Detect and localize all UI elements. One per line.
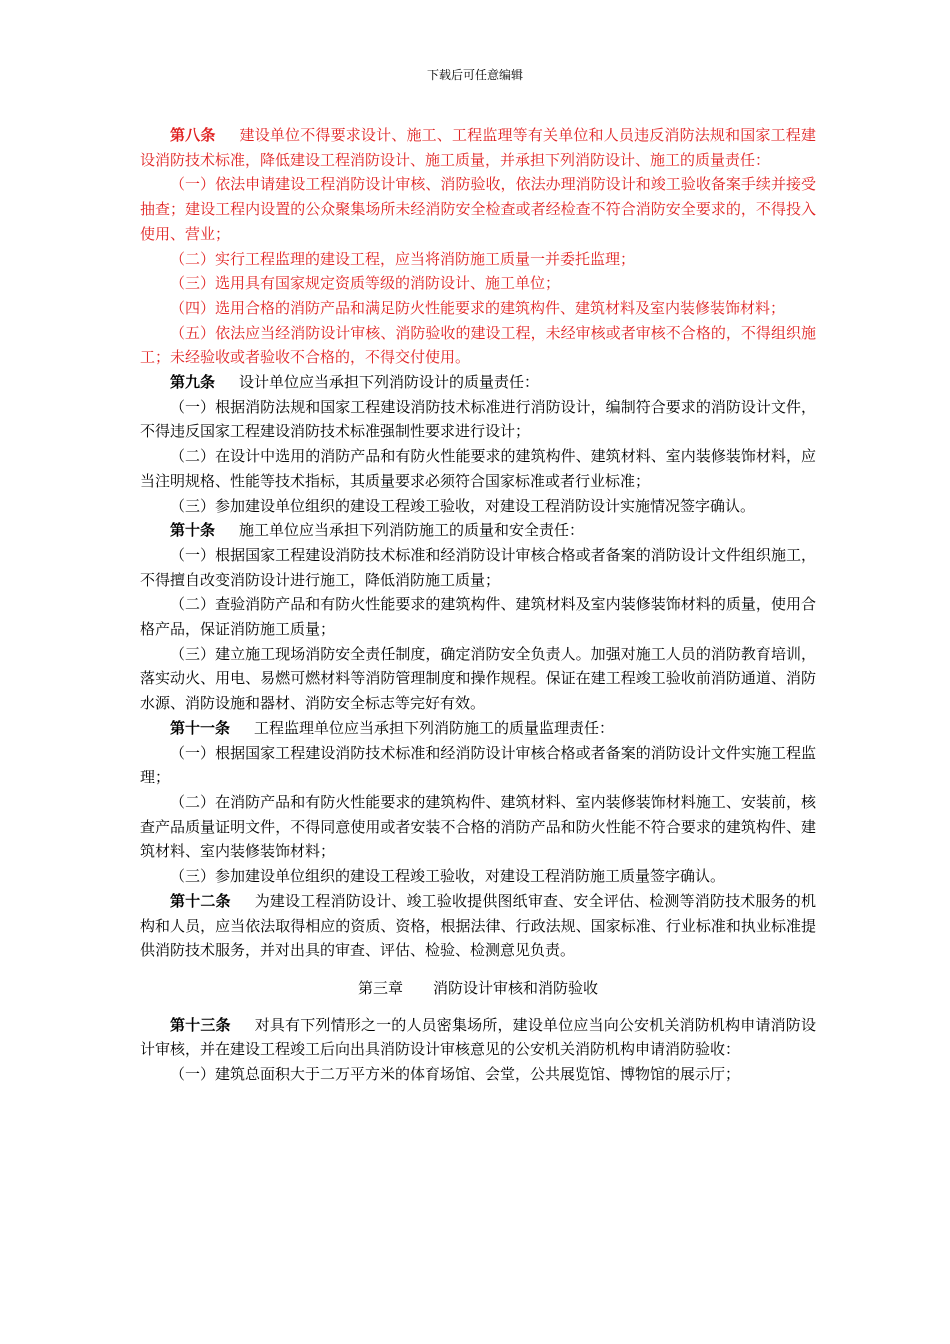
article-8-item-5: （五）依法应当经消防设计审核、消防验收的建设工程，未经审核或者审核不合格的，不得组织施工；未经验收或者验收不合格的，不得交付使用。 (140, 323, 816, 367)
article-12 (140, 889, 816, 963)
article-13-item-1: （一）建筑总面积大于二万平方米的体育场馆、会堂，公共展览馆、博物馆的展示厅； (170, 1065, 741, 1084)
chapter-heading (140, 976, 816, 1001)
article-11-item-1: （一）根据国家工程建设消防技术标准和经消防设计审核合格或者备案的消防设计文件实施工程监理； (140, 743, 816, 787)
chapter-title: 消防设计审核和消防验收 (433, 978, 599, 997)
article-12-body: 为建设工程消防设计、竣工验收提供图纸审查、安全评估、检测等消防技术服务的机构和人员，应当依法取得相应的资质、资格，根据法律、行政法规、国家标准、行业标准和执业标准提供消防技术服务，并对出具的审查、评估、检验、检测意见负责。 (140, 891, 816, 960)
article-8-body: 建设单位不得要求设计、施工、工程监理等有关单位和人员违反消防法规和国家工程建设消防技术标准，降低建设工程消防设计、施工质量，并承担下列消防设计、施工的质量责任： (140, 126, 816, 169)
article-13 (140, 1013, 816, 1062)
article-10-item-1: （一）根据国家工程建设消防技术标准和经消防设计审核合格或者备案的消防设计文件组织施工，不得擅自改变消防设计进行施工，降低消防施工质量； (140, 545, 816, 589)
article-10-title: 第十条 (170, 521, 216, 540)
article-9 (140, 370, 816, 395)
article-9-item-3: （三）参加建设单位组织的建设工程竣工验收，对建设工程消防设计实施情况签字确认。 (170, 496, 756, 515)
article-11-item-3: （三）参加建设单位组织的建设工程竣工验收，对建设工程消防施工质量签字确认。 (170, 867, 726, 886)
article-11-body: 工程监理单位应当承担下列消防施工的质量监理责任： (254, 718, 615, 737)
article-11-item-2: （二）在消防产品和有防火性能要求的建筑构件、建筑材料、室内装修装饰材料施工、安装前，核查产品质量证明文件，不得同意使用或者安装不合格的消防产品和防火性能不符合要求的建筑构件、建筑材料、室内装修装饰材料； (140, 792, 816, 861)
article-8-title: 第八条 (170, 126, 216, 144)
article-9-title: 第九条 (170, 373, 216, 392)
article-9-item-1: （一）根据消防法规和国家工程建设消防技术标准进行消防设计，编制符合要求的消防设计文件，不得违反国家工程建设消防技术标准强制性要求进行设计； (140, 397, 816, 441)
page-header: 下载后可任意编辑 (426, 68, 523, 82)
article-13-title: 第十三条 (170, 1015, 231, 1034)
article-13-body: 对具有下列情形之一的人员密集场所，建设单位应当向公安机关消防机构申请消防设计审核，并在建设工程竣工后向出具消防设计审核意见的公安机关消防机构申请消防验收： (140, 1015, 816, 1059)
article-11 (140, 716, 816, 741)
document-body (140, 123, 816, 1087)
article-10 (140, 518, 816, 543)
article-11-title: 第十一条 (170, 718, 231, 737)
article-10-item-2: （二）查验消防产品和有防火性能要求的建筑构件、建筑材料及室内装修装饰材料的质量，使用合格产品，保证消防施工质量； (140, 595, 816, 639)
article-9-body: 设计单位应当承担下列消防设计的质量责任： (239, 373, 540, 392)
article-8 (140, 123, 816, 172)
article-8-item-4: （四）选用合格的消防产品和满足防火性能要求的建筑构件、建筑材料及室内装修装饰材料； (170, 298, 786, 317)
article-12-title: 第十二条 (170, 891, 231, 910)
article-9-item-2: （二）在设计中选用的消防产品和有防火性能要求的建筑构件、建筑材料、室内装修装饰材料，应当注明规格、性能等技术指标，其质量要求必须符合国家标准或者行业标准； (140, 447, 816, 490)
chapter-number: 第三章 (357, 978, 403, 997)
article-8-item-1: （一）依法申请建设工程消防设计审核、消防验收，依法办理消防设计和竣工验收备案手续并接受抽查；建设工程内设置的公众聚集场所未经消防安全检查或者经检查不符合消防安全要求的，不得投入使用、营业； (140, 175, 816, 243)
article-8-item-2: （二）实行工程监理的建设工程，应当将消防施工质量一并委托监理； (170, 249, 636, 268)
article-10-body: 施工单位应当承担下列消防施工的质量和安全责任： (239, 521, 585, 540)
article-8-item-3: （三）选用具有国家规定资质等级的消防设计、施工单位； (170, 274, 561, 293)
article-10-item-3: （三）建立施工现场消防安全责任制度，确定消防安全负责人。加强对施工人员的消防教育培训，落实动火、用电、易燃可燃材料等消防管理制度和操作规程。保证在建工程竣工验收前消防通道、消防水源、消防设施和器材、消防安全标志等完好有效。 (140, 644, 816, 713)
